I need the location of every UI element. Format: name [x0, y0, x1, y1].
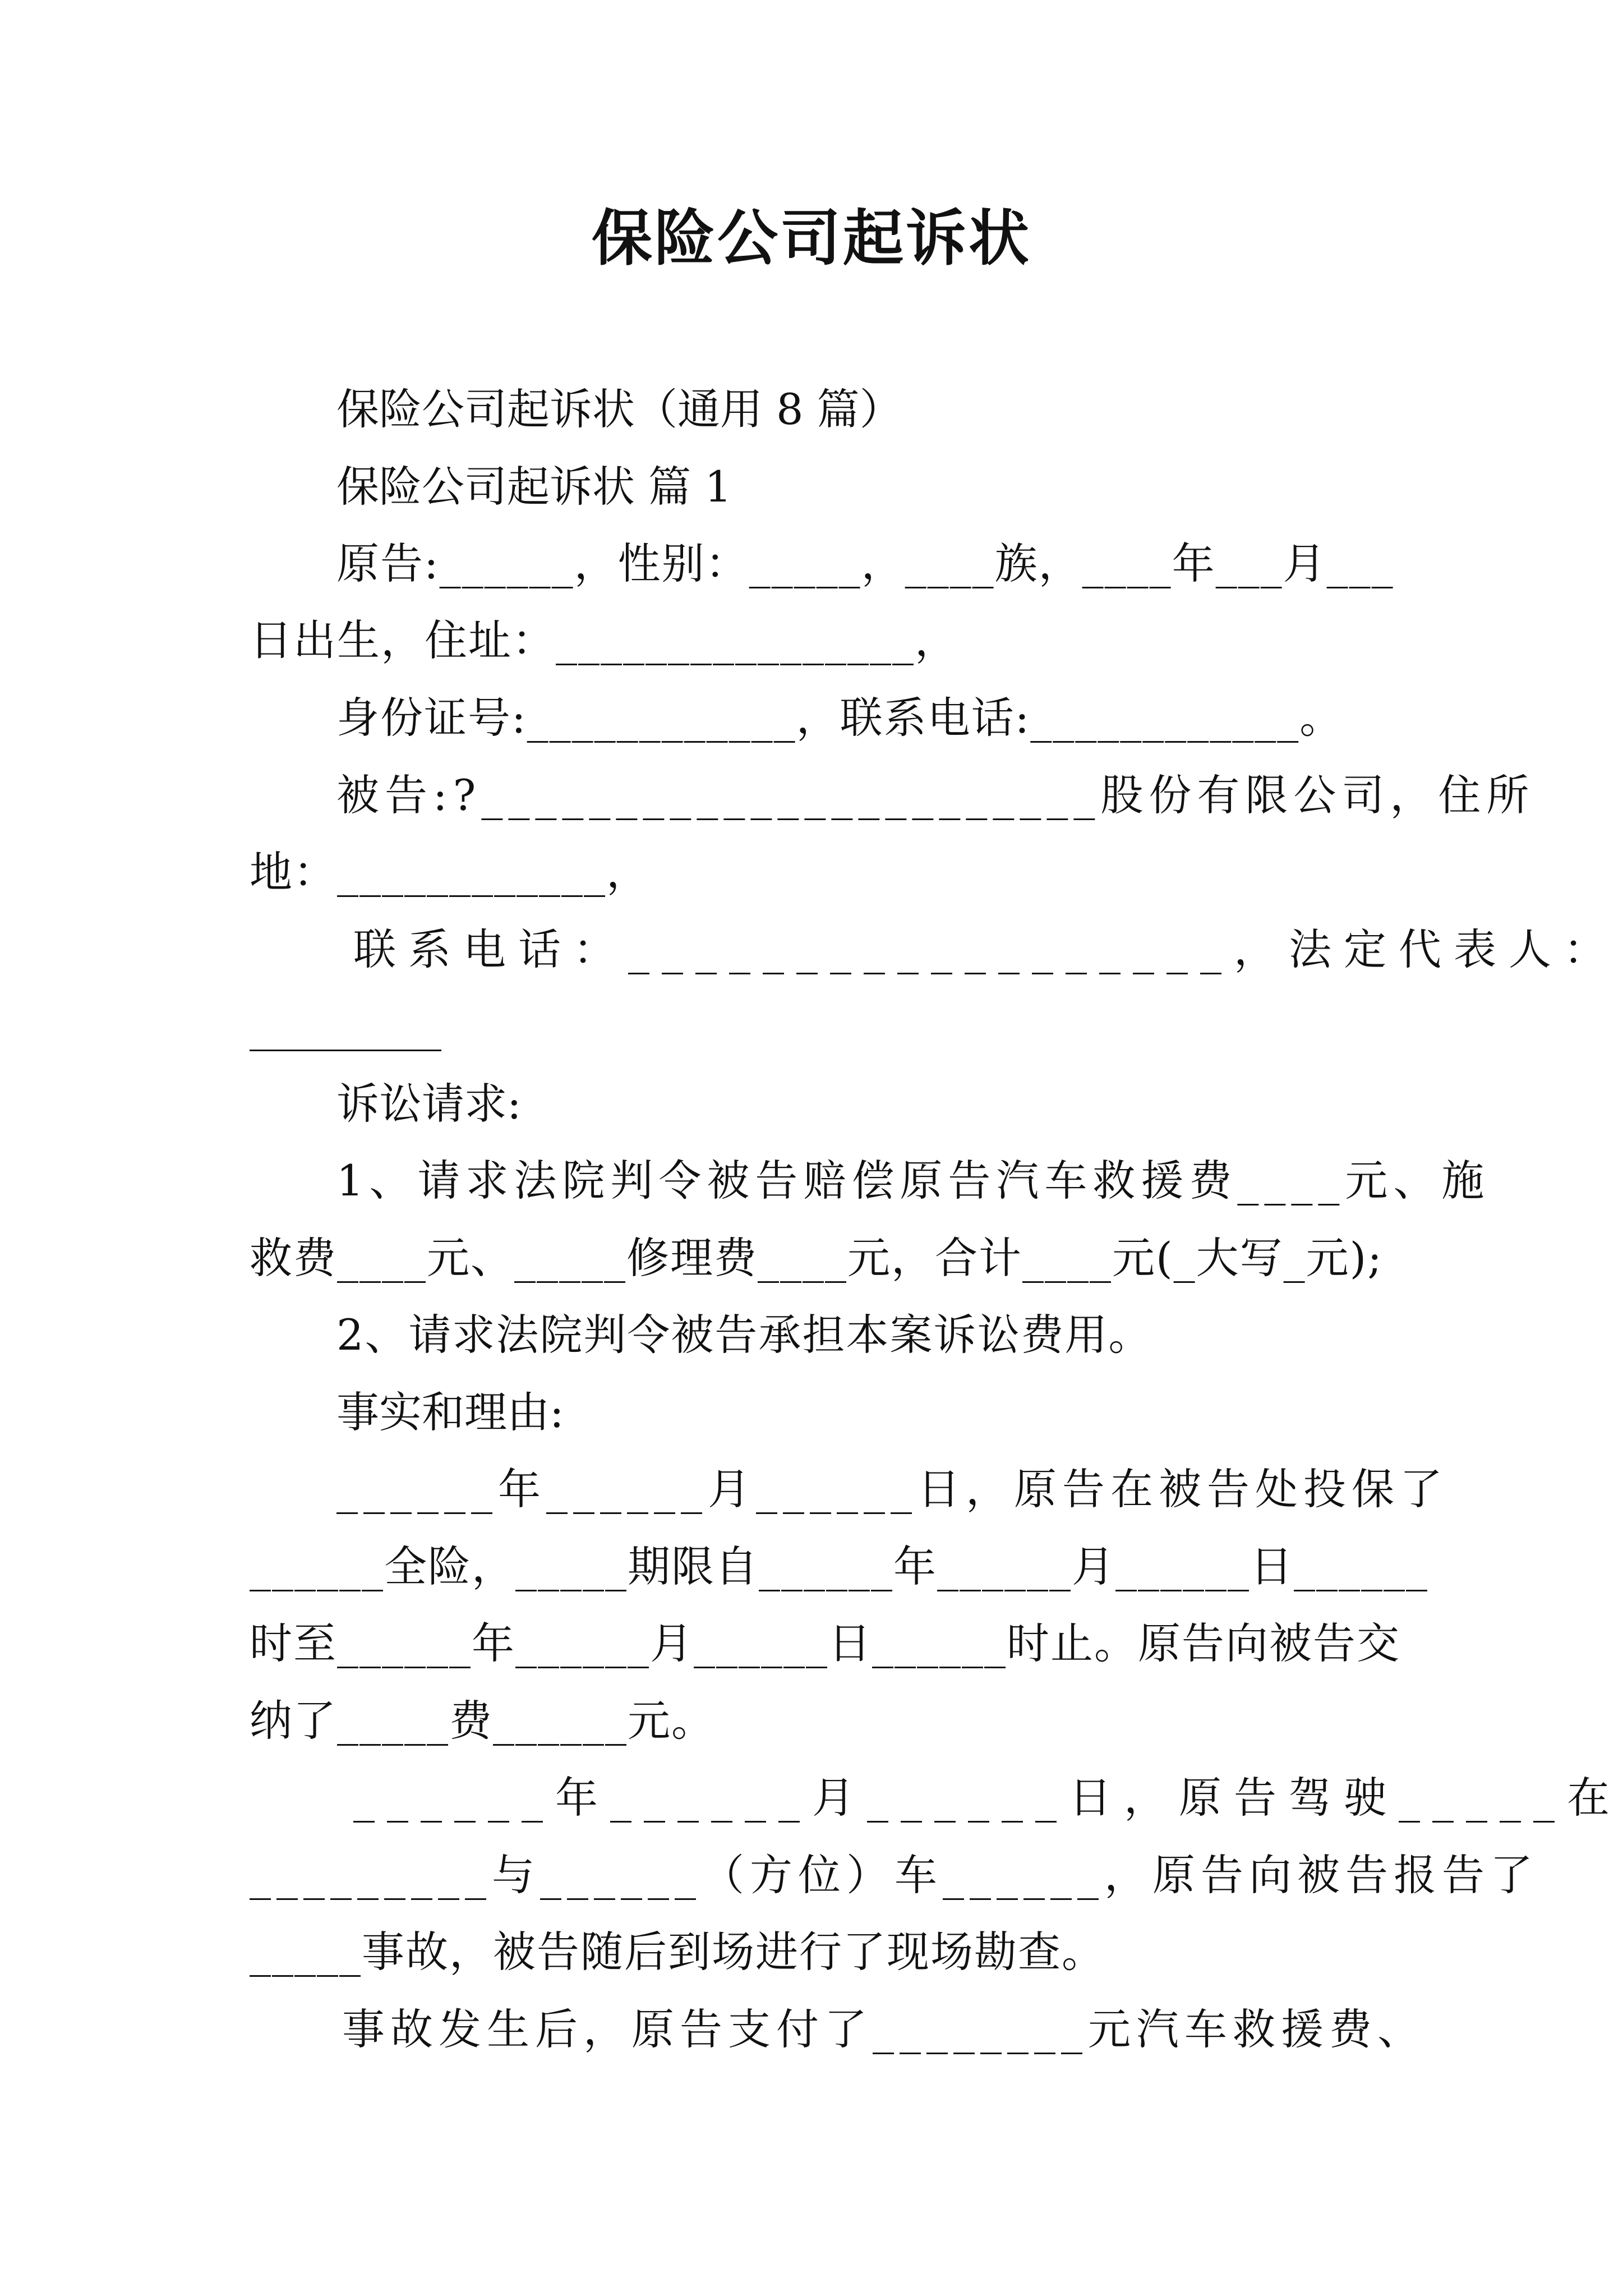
plaintiff-id-line: 身份证号:____________，联系电话:____________。 — [336, 693, 1344, 743]
facts-para-1-line-1: ______年______月______日，原告在被告处投保了 — [336, 1464, 1448, 1514]
plaintiff-line-2: 日出生，住址：________________， — [250, 615, 958, 665]
facts-para-2-line-1: ______年______月______日，原告驾驶_____在 — [353, 1773, 1622, 1823]
facts-para-1-line-2: ______全险，_____期限自______年______月______日______ — [250, 1542, 1428, 1591]
representative-blank: _________ — [250, 1001, 441, 1051]
defendant-contact-line: 联系电话：__________________，法定代表人： — [353, 924, 1619, 974]
plaintiff-line-1: 原告:______，性别：_____，____族，____年___月___ — [336, 539, 1394, 588]
facts-para-1-line-4: 纳了_____费______元。 — [250, 1696, 715, 1746]
facts-heading: 事实和理由: — [336, 1387, 564, 1437]
subtitle-line: 保险公司起诉状（通用 8 篇） — [336, 384, 902, 434]
facts-para-3-line-1: 事故发生后，原告支付了________元汽车救援费、 — [342, 2004, 1426, 2054]
claim-2-line: 2、请求法院判令被告承担本案诉讼费用。 — [336, 1310, 1152, 1360]
claim-1-line-2: 救费____元、_____修理费____元，合计____元(_大写_元); — [250, 1233, 1383, 1283]
facts-para-2-line-2: _________与______（方位）车______，原告向被告报告了 — [250, 1850, 1538, 1900]
claim-1-line-1: 1、请求法院判令被告赔偿原告汽车救援费____元、施 — [336, 1156, 1490, 1205]
claims-heading: 诉讼请求: — [336, 1079, 522, 1129]
defendant-line-2: 地：____________， — [250, 847, 650, 897]
facts-para-1-line-3: 时至______年______月______日______时止。原告向被告交 — [250, 1618, 1400, 1668]
defendant-line-1: 被告:?_______________________股份有限公司，住所 — [336, 770, 1535, 820]
section-heading: 保险公司起诉状 篇 1 — [336, 462, 732, 512]
document-title: 保险公司起诉状 — [591, 203, 1031, 274]
facts-para-2-line-3: _____事故，被告随后到场进行了现场勘查。 — [250, 1927, 1105, 1977]
